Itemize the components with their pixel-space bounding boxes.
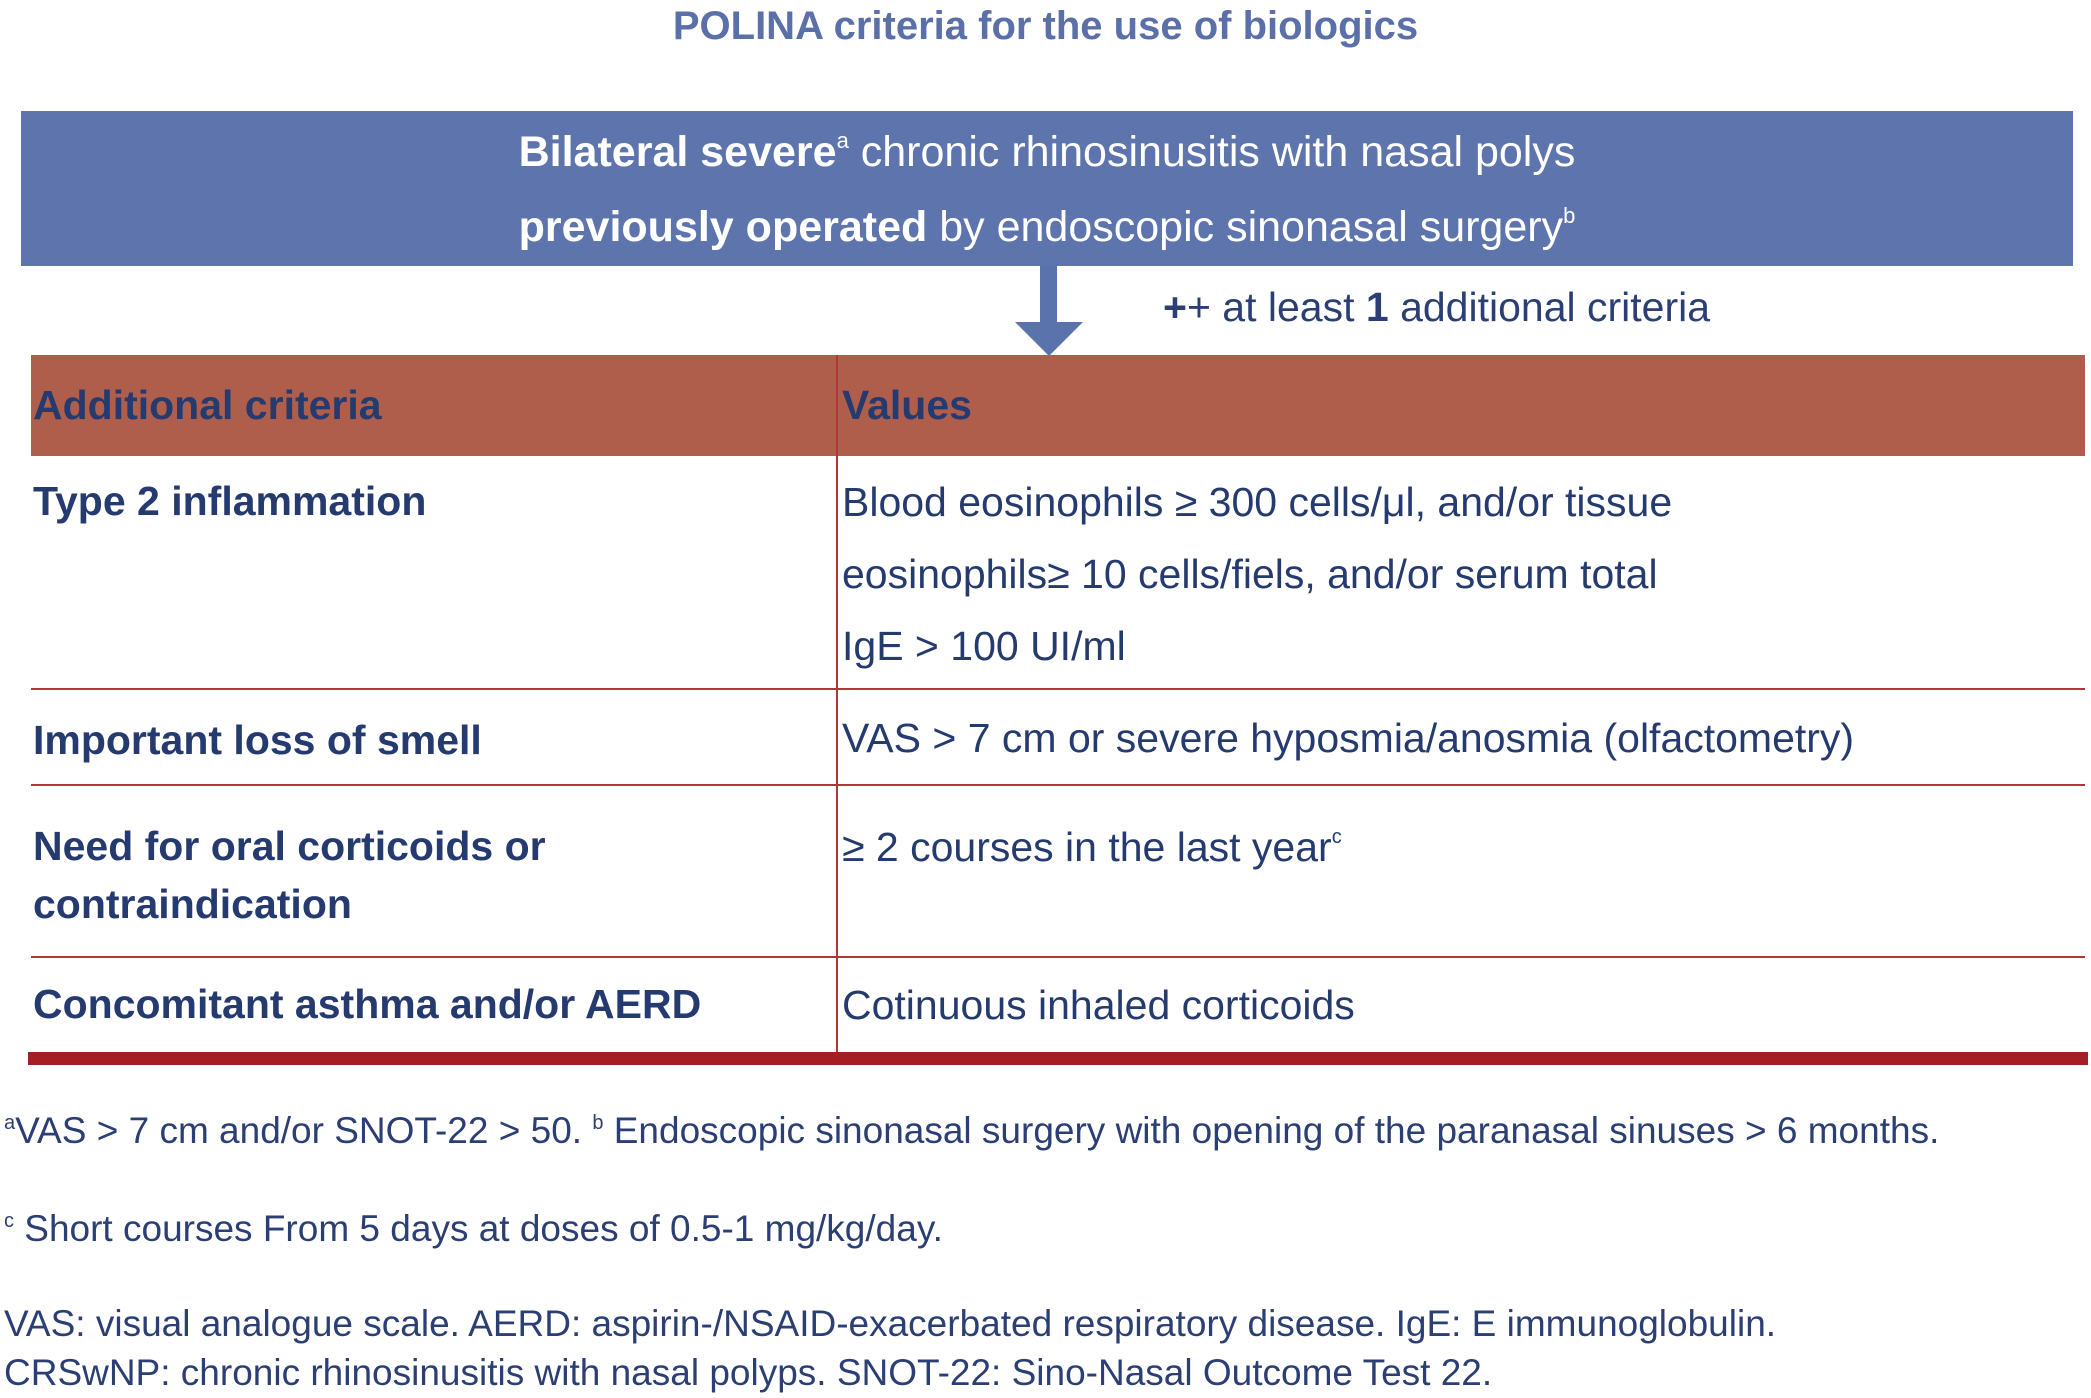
value-asthma-aerd: Cotinuous inhaled corticoids xyxy=(842,982,1355,1028)
value-oral-corticoids xyxy=(842,811,2072,883)
criteria-table xyxy=(31,355,2085,1068)
footnote-marker-a: a xyxy=(836,128,849,153)
banner-line-1-bold: Bilateral severe xyxy=(518,128,837,176)
note-count: 1 xyxy=(1365,284,1389,330)
note-suffix: additional criteria xyxy=(1388,284,1711,330)
header-values: Values xyxy=(842,382,972,428)
footnote-b-text: Endoscopic sinonasal surgery with opening of the paranasal sinuses > 6 months. xyxy=(603,1110,1940,1151)
footnote-marker-c: c xyxy=(1331,826,1342,848)
value-line: IgE > 100 UI/ml xyxy=(842,623,1126,669)
table-header xyxy=(31,355,2085,456)
criterion-loss-of-smell: Important loss of smell xyxy=(33,717,482,763)
down-arrow-head-icon xyxy=(1015,322,1083,356)
criterion-asthma-aerd: Concomitant asthma and/or AERD xyxy=(33,981,702,1027)
page-title: POLINA criteria for the use of biologics xyxy=(672,4,1419,48)
criterion-line: contraindication xyxy=(33,881,352,927)
row-divider xyxy=(31,784,2085,786)
footnote-a-marker: a xyxy=(4,1112,16,1134)
column-divider xyxy=(836,355,838,1052)
value-loss-of-smell: VAS > 7 cm or severe hyposmia/anosmia (olfactometry) xyxy=(842,715,1855,761)
value-type2-inflammation xyxy=(842,466,2072,682)
footnote-c-text: Short courses From 5 days at doses of 0.5-1 mg/kg/day. xyxy=(14,1208,943,1249)
table-bottom-border xyxy=(28,1052,2088,1065)
value-line: Blood eosinophils ≥ 300 cells/μl, and/or tissue xyxy=(842,479,1673,525)
abbreviations-line-1: VAS: visual analogue scale. AERD: aspirin-/NSAID-exacerbated respiratory disease. IgE: E immunoglobulin. xyxy=(4,1303,1777,1344)
footnote-b-marker: b xyxy=(592,1112,604,1134)
footnote-a-text: VAS > 7 cm and/or SNOT-22 > 50. xyxy=(15,1110,593,1151)
criterion-oral-corticoids xyxy=(33,817,546,933)
abbreviations-line-2: CRSwNP: chronic rhinosinusitis with nasal polyps. SNOT-22: Sino-Nasal Outcome Test 22. xyxy=(4,1352,1493,1393)
banner-line-2 xyxy=(21,190,2073,265)
banner-line-1 xyxy=(21,115,2073,190)
row-divider xyxy=(31,688,2085,690)
value-line: eosinophils≥ 10 cells/fiels, and/or serum total xyxy=(842,551,1658,597)
footnote-c-marker: c xyxy=(4,1210,14,1232)
banner-line-2-text: by endoscopic sinonasal surgery xyxy=(927,203,1564,251)
value-text: ≥ 2 courses in the last year xyxy=(842,824,1332,870)
note-prefix: + at least xyxy=(1186,284,1366,330)
criterion-line: Need for oral corticoids or xyxy=(33,823,546,869)
footnote-ab xyxy=(4,1108,1939,1154)
header-additional-criteria: Additional criteria xyxy=(33,382,382,428)
banner-line-1-text: chronic rhinosinusitis with nasal polys xyxy=(848,128,1576,176)
footnote-marker-b: b xyxy=(1563,203,1576,228)
plus-sign: + xyxy=(1163,284,1187,330)
inclusion-criteria-banner xyxy=(21,111,2073,266)
row-divider xyxy=(31,956,2085,958)
additional-criteria-note xyxy=(1163,284,1710,331)
banner-line-2-bold: previously operated xyxy=(518,203,928,251)
down-arrow-icon xyxy=(1040,266,1057,326)
criterion-type2-inflammation: Type 2 inflammation xyxy=(33,478,427,524)
footnote-c xyxy=(4,1206,943,1252)
